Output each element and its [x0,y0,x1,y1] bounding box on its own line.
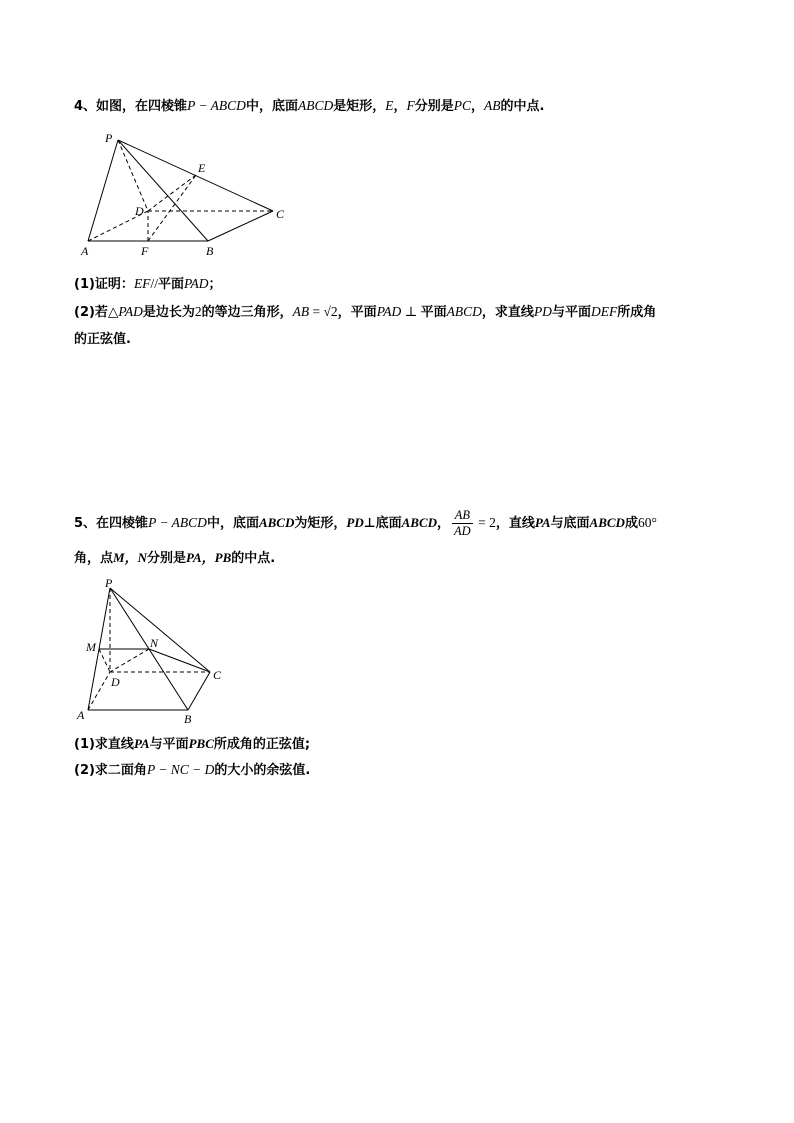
label-C: C [213,668,222,682]
edge-BC [188,672,210,710]
problem4-part2-cont: 的正弦值. [74,332,131,347]
label-M: M [86,640,96,654]
edge-DE [148,175,196,211]
edge-PC [110,588,210,672]
edge-MD [99,649,110,672]
problem4-stem: 4、如图，在四棱锥P − ABCD中，底面ABCD是矩形，E，F分别是PC，AB的中点. [74,98,545,114]
label-D: D [135,204,144,218]
edge-FE [148,175,196,241]
problem5-stem-cont: 角，点M，N分别是PA，PB的中点. [74,550,276,566]
label-A: A [81,244,89,258]
problem5-part1: (1)求直线PA与平面PBC所成角的正弦值; [74,736,311,752]
label-B: B [184,712,192,726]
label-P: P [105,576,113,590]
label-N: N [150,636,159,650]
problem4-part1: (1)证明：EF//平面PAD； [74,276,222,292]
label-B: B [206,244,214,258]
problem5-part2: (2)求二面角P − NC − D的大小的余弦值. [74,762,311,778]
label-E: E [198,161,206,175]
edge-PB [118,140,208,241]
label-P: P [105,131,113,145]
ratio-fraction: $\frac{AB}{AD}$ [454,508,471,538]
problem4-part2: (2)若△PAD是边长为2的等边三角形，AB = √2，平面PAD ⊥ 平面ABCD，求直线PD与平面DEF所成角 [74,304,657,320]
problem4-figure [78,128,308,263]
label-C: C [276,207,285,221]
label-D: D [111,675,120,689]
problem5-number: 5、 [74,516,97,531]
edge-ND [110,649,149,672]
label-A: A [77,708,85,722]
edge-NC [149,649,210,672]
edge-BC [208,211,273,241]
problem5-figure [74,576,234,726]
problem4-number: 4、 [74,99,97,114]
edge-PA [88,140,118,241]
problem5-stem: 5、在四棱锥P − ABCD中，底面ABCD为矩形，PD⊥底面ABCD， $\frac{AB}{AD}$ = 2，直线PA与底面ABCD成60° [74,508,657,538]
label-F: F [141,244,149,258]
edge-PD [118,140,148,211]
